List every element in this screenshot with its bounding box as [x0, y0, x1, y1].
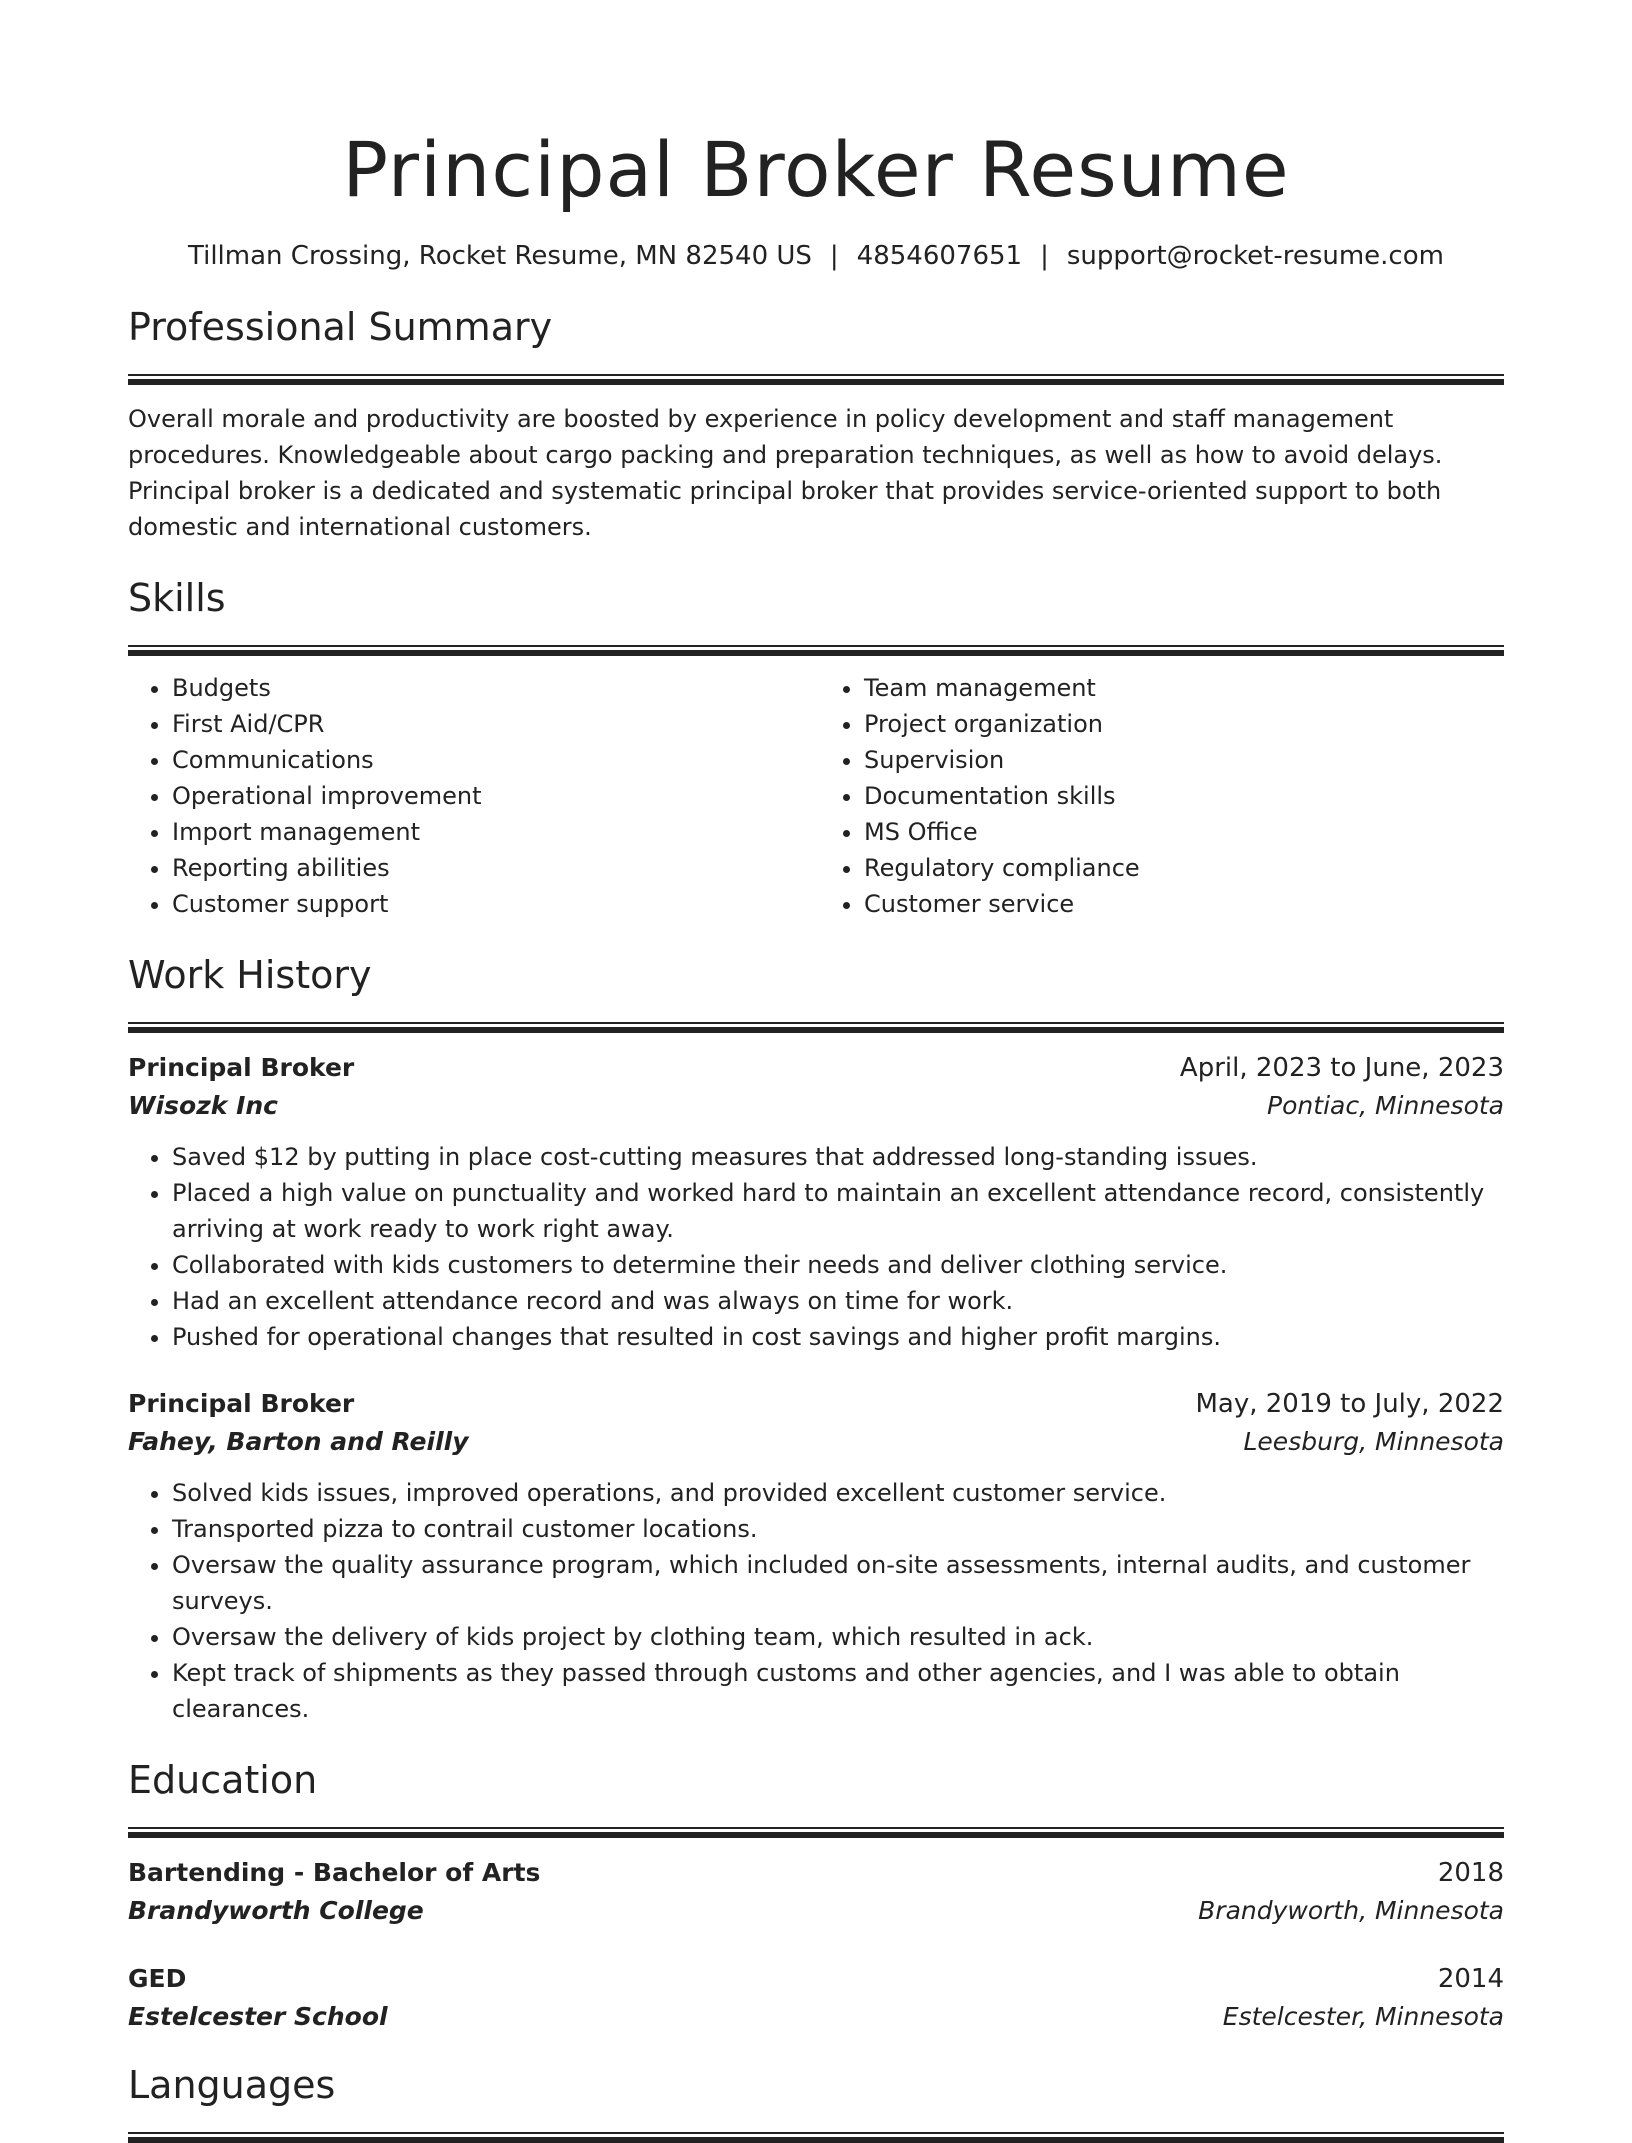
- job-bullets: [128, 1475, 1504, 1727]
- languages-section: [128, 2060, 1504, 2143]
- education-location: Estelcester, Minnesota: [1222, 2002, 1504, 2031]
- contact-email: support@rocket-resume.com: [1066, 241, 1444, 271]
- job-location: Leesburg, Minnesota: [1243, 1427, 1504, 1456]
- skill-item: • Documentation skills: [864, 778, 1504, 814]
- job-header-row: [128, 1049, 1504, 1087]
- skill-item: • Reporting abilities: [172, 850, 812, 886]
- job-bullet: • Oversaw the quality assurance program, which included on-site assessments, internal audits, and customer surveys.: [172, 1547, 1504, 1619]
- job-bullet: • Solved kids issues, improved operations, and provided excellent customer service.: [172, 1475, 1504, 1511]
- job-entry: [128, 1049, 1504, 1355]
- education-year: 2018: [1437, 1858, 1504, 1888]
- job-bullet: • Transported pizza to contrail customer locations.: [172, 1511, 1504, 1547]
- section-divider: [128, 645, 1504, 656]
- skill-item: • Project organization: [864, 706, 1504, 742]
- skill-item: • MS Office: [864, 814, 1504, 850]
- job-header-row: [128, 1385, 1504, 1423]
- education-location: Brandyworth, Minnesota: [1198, 1896, 1504, 1925]
- skill-item: • Operational improvement: [172, 778, 812, 814]
- contact-address: Tillman Crossing, Rocket Resume, MN 82540 US: [188, 241, 812, 271]
- job-entry: [128, 1385, 1504, 1727]
- skills-columns: [128, 670, 1504, 922]
- education-section: [128, 1755, 1504, 2036]
- job-bullet: • Kept track of shipments as they passed through customs and other agencies, and I was able to obtain clearances.: [172, 1655, 1504, 1727]
- skills-list-right: [812, 670, 1504, 922]
- job-bullet: • Oversaw the delivery of kids project by clothing team, which resulted in ack.: [172, 1619, 1504, 1655]
- job-bullet: • Pushed for operational changes that resulted in cost savings and higher profit margins.: [172, 1319, 1504, 1355]
- job-bullet: • Saved $12 by putting in place cost-cutting measures that addressed long-standing issues.: [172, 1139, 1504, 1175]
- resume-title: Principal Broker Resume: [342, 125, 1290, 214]
- skill-item: • Customer support: [172, 886, 812, 922]
- job-bullet: • Had an excellent attendance record and was always on time for work.: [172, 1283, 1504, 1319]
- education-year: 2014: [1437, 1964, 1504, 1994]
- section-heading-summary: Professional Summary: [128, 305, 553, 349]
- job-company: Fahey, Barton and Reilly: [128, 1427, 469, 1456]
- skill-item: • Import management: [172, 814, 812, 850]
- skill-item: • First Aid/CPR: [172, 706, 812, 742]
- education-header-row: [128, 1960, 1504, 1998]
- job-bullet: • Placed a high value on punctuality and worked hard to maintain an excellent attendance record, consistently arriving at work ready to work right away.: [172, 1175, 1504, 1247]
- job-bullet: • Collaborated with kids customers to determine their needs and deliver clothing service.: [172, 1247, 1504, 1283]
- education-school-row: [128, 1998, 1504, 2036]
- skill-item: • Supervision: [864, 742, 1504, 778]
- section-heading-education: Education: [128, 1758, 318, 1802]
- job-company-row: [128, 1423, 1504, 1461]
- skill-item: • Regulatory compliance: [864, 850, 1504, 886]
- skill-item: • Communications: [172, 742, 812, 778]
- skill-item: • Team management: [864, 670, 1504, 706]
- job-title: Principal Broker: [128, 1053, 355, 1082]
- job-title: Principal Broker: [128, 1389, 355, 1418]
- section-divider: [128, 1022, 1504, 1033]
- work-history-section: [128, 950, 1504, 1727]
- job-location: Pontiac, Minnesota: [1267, 1091, 1504, 1120]
- education-entry: [128, 1960, 1504, 2036]
- resume-page: [128, 0, 1504, 2143]
- skill-item: • Customer service: [864, 886, 1504, 922]
- section-divider: [128, 2132, 1504, 2143]
- skills-list-left: [128, 670, 812, 922]
- contact-separator: |: [1040, 241, 1049, 271]
- skill-item: • Budgets: [172, 670, 812, 706]
- job-company: Wisozk Inc: [128, 1091, 278, 1120]
- contact-line: [128, 238, 1504, 274]
- education-school: Brandyworth College: [128, 1896, 424, 1925]
- summary-text: Overall morale and productivity are boosted by experience in policy development and staff management procedures. Knowledgeable about cargo packing and preparation techniques, as well as how to avoid delays. Principal broker is a dedicated and systematic principal broker that provides service-oriented support to both domestic and international customers.: [128, 405, 1443, 541]
- section-heading-skills: Skills: [128, 576, 226, 620]
- job-dates: May, 2019 to July, 2022: [1195, 1389, 1504, 1419]
- section-divider: [128, 1827, 1504, 1838]
- job-bullets: [128, 1139, 1504, 1355]
- job-company-row: [128, 1087, 1504, 1125]
- education-school-row: [128, 1892, 1504, 1930]
- section-divider: [128, 374, 1504, 385]
- education-entry: [128, 1854, 1504, 1930]
- education-degree: Bartending - Bachelor of Arts: [128, 1858, 541, 1887]
- section-heading-languages: Languages: [128, 2063, 336, 2107]
- education-header-row: [128, 1854, 1504, 1892]
- education-degree: GED: [128, 1964, 187, 1993]
- skills-section: [128, 573, 1504, 922]
- summary-section: [128, 302, 1504, 545]
- education-school: Estelcester School: [128, 2002, 388, 2031]
- contact-separator: |: [829, 241, 839, 271]
- section-heading-work: Work History: [128, 953, 372, 997]
- job-dates: April, 2023 to June, 2023: [1179, 1053, 1504, 1083]
- contact-phone: 4854607651: [856, 241, 1023, 271]
